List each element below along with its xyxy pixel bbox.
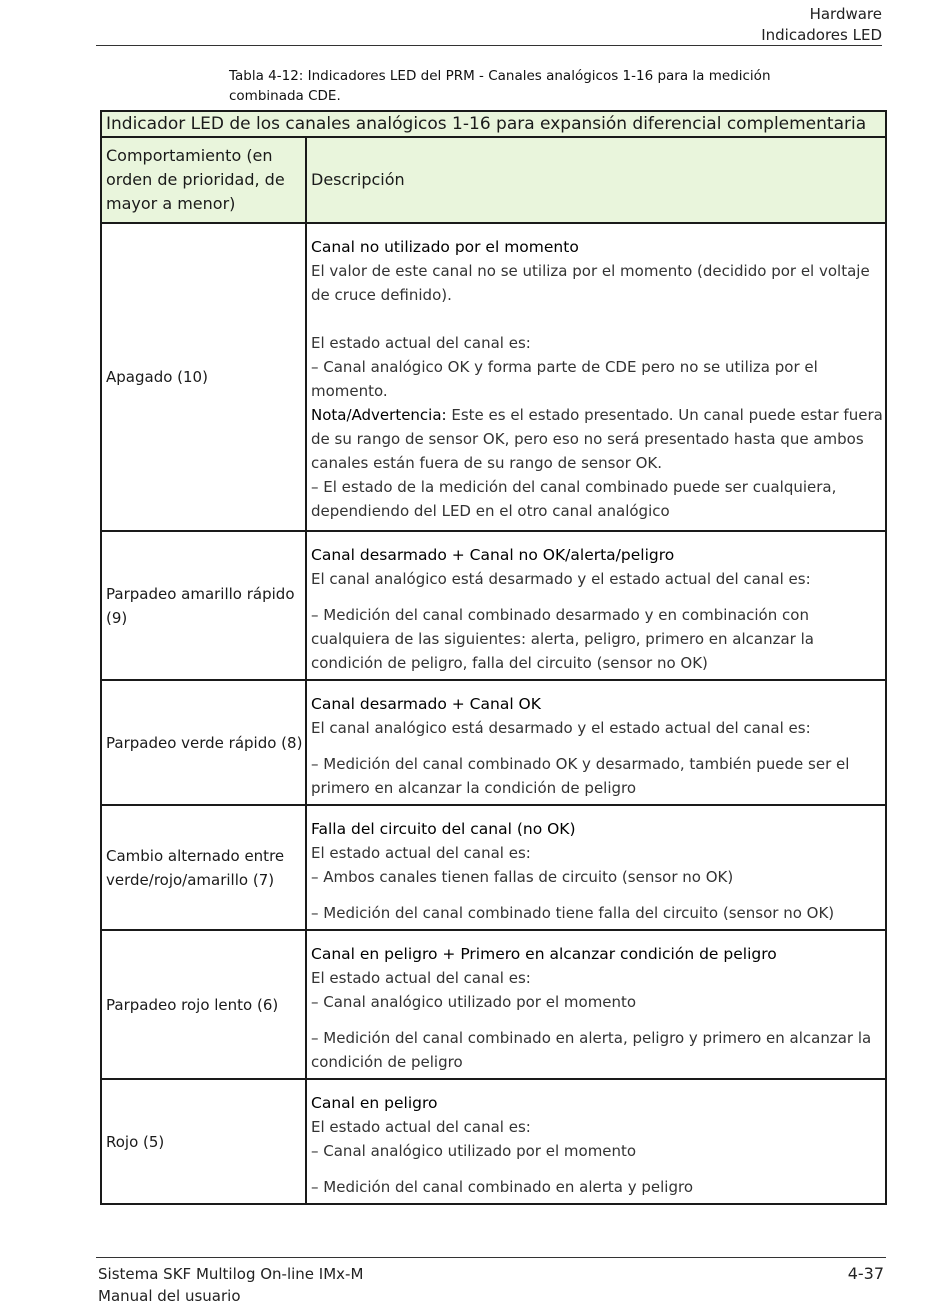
table-caption [229,66,829,106]
description-cell [306,1079,886,1204]
running-header [761,4,882,46]
table-row [101,680,886,805]
behavior-cell: Parpadeo verde rápido (8) [101,680,306,805]
description-line: – Medición del canal combinado tiene falla del circuito (sensor no OK) [311,904,835,922]
description-line: – Ambos canales tienen fallas de circuito (sensor no OK) [311,868,734,886]
description-line: – Medición del canal combinado en alerta y peligro [311,1178,694,1196]
description-line: – Medición del canal combinado en alerta, peligro y primero en alcanzar la condición de peligro [311,1029,872,1071]
table-title-row [101,111,886,137]
description-title: Canal en peligro + Primero en alcanzar condición de peligro [311,945,777,963]
description-line: – Medición del canal combinado OK y desarmado, también puede ser el primero en alcanzar la condición de peligro [311,755,850,797]
table-row [101,930,886,1079]
description-title: Canal no utilizado por el momento [311,238,579,256]
page-number: 4-37 [847,1264,884,1283]
behavior-cell: Cambio alternado entre verde/rojo/amarillo (7) [101,805,306,930]
table-header-row [101,137,886,223]
description-cell [306,531,886,680]
description-cell [306,930,886,1079]
led-indicator-table [100,110,887,1205]
description-title: Canal desarmado + Canal OK [311,695,541,713]
description-note [311,403,883,475]
description-line: – Canal analógico utilizado por el momento [311,993,637,1011]
caption-line-1: Tabla 4-12: Indicadores LED del PRM - Canales analógicos 1-16 para la medición [229,68,771,84]
description-cell [306,805,886,930]
note-label: Nota/Advertencia: [311,406,447,424]
footer-product: Sistema SKF Multilog On-line IMx-M [98,1265,364,1283]
description-line: El canal analógico está desarmado y el estado actual del canal es: [311,719,811,737]
header-divider [96,45,882,46]
caption-line-2: combinada CDE. [229,88,341,104]
behavior-cell: Parpadeo amarillo rápido (9) [101,531,306,680]
description-line: El estado actual del canal es: [311,844,531,862]
description-line: – Medición del canal combinado desarmado y en combinación con cualquiera de las siguientes: alerta, peligro, primero en alcanzar la condición de peligro, falla del circuito (sensor no OK) [311,606,814,672]
column-header-behavior: Comportamiento (en orden de prioridad, de mayor a menor) [101,137,306,223]
footer-doc: Manual del usuario [98,1287,241,1305]
table-row [101,223,886,531]
behavior-cell: Parpadeo rojo lento (6) [101,930,306,1079]
footer-divider [96,1257,886,1258]
description-line: – Canal analógico OK y forma parte de CDE pero no se utiliza por el momento. [311,358,818,400]
behavior-cell: Rojo (5) [101,1079,306,1204]
table-row [101,1079,886,1204]
description-cell [306,223,886,531]
note-text: Este es el estado presentado. Un canal puede estar fuera de su rango de sensor OK, pero eso no será presentado hasta que ambos canales están fuera de su rango de sensor OK. [311,406,883,472]
description-line: El valor de este canal no se utiliza por el momento (decidido por el voltaje de cruce definido). [311,262,870,304]
description-line: El estado actual del canal es: [311,1118,531,1136]
description-line: – Canal analógico utilizado por el momento [311,1142,637,1160]
header-section: Hardware [809,5,882,23]
footer-left [98,1263,363,1307]
behavior-cell: Apagado (10) [101,223,306,531]
description-line: El canal analógico está desarmado y el estado actual del canal es: [311,570,811,588]
description-title: Canal en peligro [311,1094,438,1112]
description-line: El estado actual del canal es: [311,969,531,987]
description-line: – El estado de la medición del canal combinado puede ser cualquiera, dependiendo del LED en el otro canal analógico [311,478,837,520]
description-title: Canal desarmado + Canal no OK/alerta/peligro [311,546,675,564]
description-title: Falla del circuito del canal (no OK) [311,820,576,838]
table-row [101,805,886,930]
table-row [101,531,886,680]
column-header-description: Descripción [306,137,886,223]
description-cell [306,680,886,805]
table-title: Indicador LED de los canales analógicos 1-16 para expansión diferencial complementaria [101,111,886,137]
description-line: El estado actual del canal es: [311,334,531,352]
header-subsection: Indicadores LED [761,26,882,44]
